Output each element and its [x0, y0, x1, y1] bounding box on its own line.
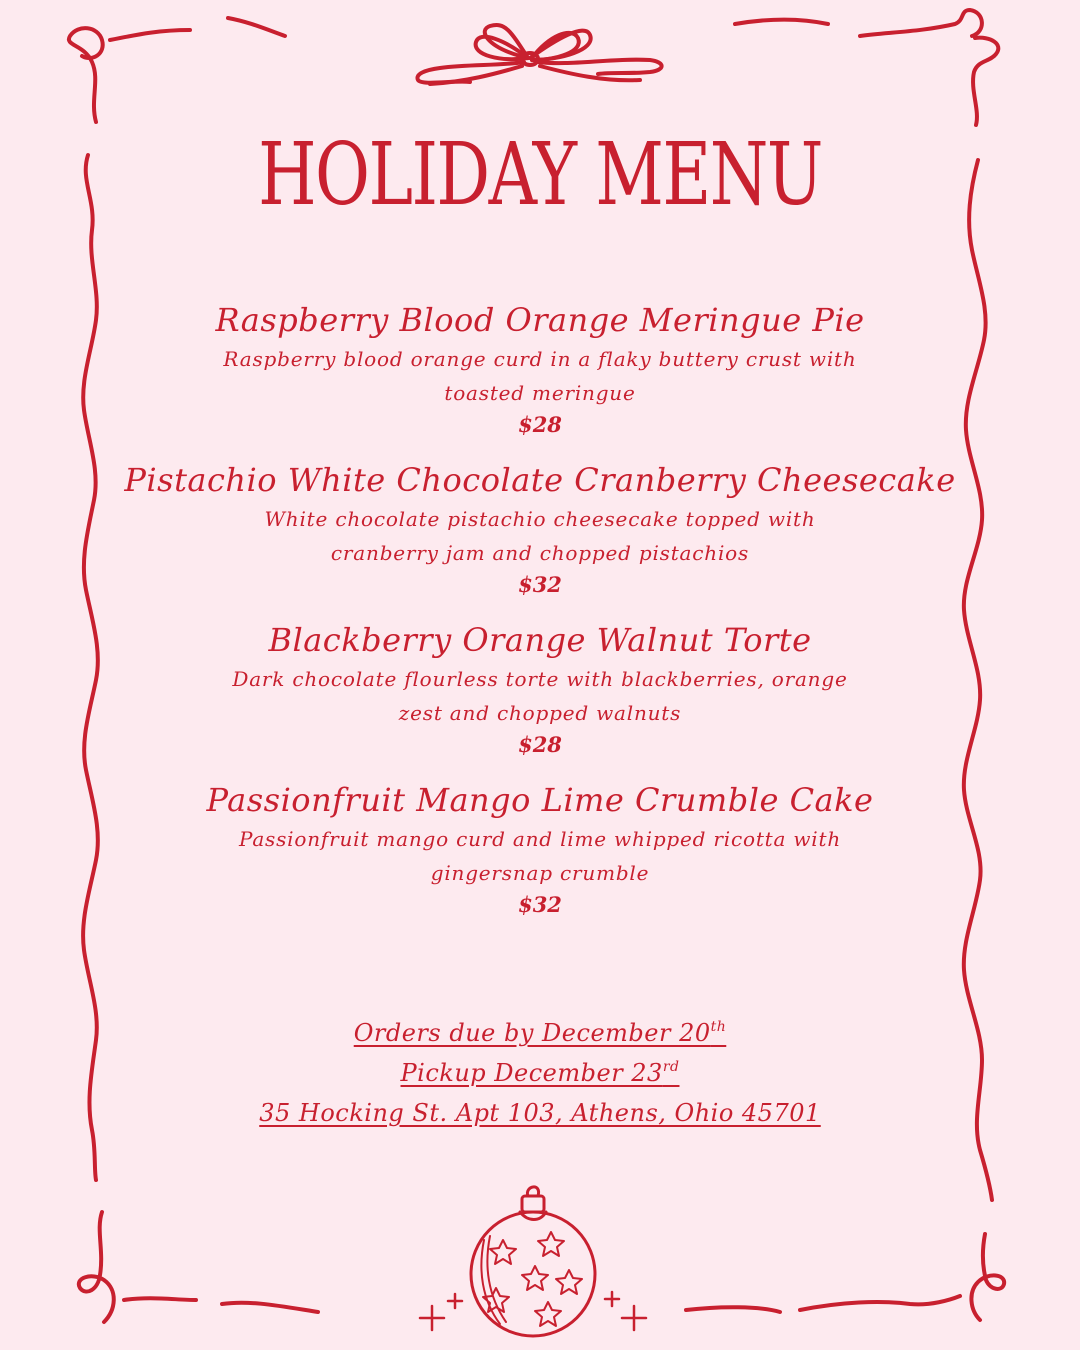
orders-due-text: Orders due by December 20 — [353, 1019, 711, 1047]
bow-icon — [417, 25, 661, 84]
pickup-line — [0, 1053, 1080, 1093]
curl-corner-icon-top-right — [735, 10, 998, 125]
menu-item-name: Raspberry Blood Orange Meringue Pie — [215, 301, 865, 339]
menu-list — [110, 298, 970, 938]
pickup-suffix: rd — [662, 1059, 680, 1075]
curl-corner-icon-bottom-right — [686, 1234, 1004, 1320]
menu-item-name: Passionfruit Mango Lime Crumble Cake — [206, 781, 874, 819]
orders-due-suffix: th — [710, 1019, 727, 1035]
curl-corner-icon-top-left — [69, 18, 285, 122]
menu-item-name: Pistachio White Chocolate Cranberry Cheesecake — [124, 461, 956, 499]
menu-item-price: $28 — [518, 732, 562, 757]
curl-corner-icon-bottom-left — [79, 1212, 318, 1322]
menu-item-description: Raspberry blood orange curd in a flaky buttery crust with toasted meringue — [223, 347, 857, 405]
menu-item-price: $32 — [518, 892, 562, 917]
menu-item — [110, 618, 970, 760]
menu-item-description: White chocolate pistachio cheesecake topped with cranberry jam and chopped pistachios — [264, 507, 816, 565]
menu-item — [110, 458, 970, 600]
order-info — [0, 1013, 1080, 1133]
address-line — [0, 1093, 1080, 1133]
orders-due-line — [0, 1013, 1080, 1053]
address-text: 35 Hocking St. Apt 103, Athens, Ohio 45701 — [259, 1099, 821, 1127]
page-title: HOLIDAY MENU — [258, 125, 822, 225]
menu-item — [110, 778, 970, 920]
sparkle-icon — [420, 1292, 646, 1330]
menu-item — [110, 298, 970, 440]
pickup-text: Pickup December 23 — [400, 1059, 663, 1087]
menu-item-price: $32 — [518, 572, 562, 597]
menu-item-description: Passionfruit mango curd and lime whipped ricotta with gingersnap crumble — [238, 827, 842, 885]
menu-item-description: Dark chocolate flourless torte with blackberries, orange zest and chopped walnuts — [232, 667, 848, 725]
menu-item-price: $28 — [518, 412, 562, 437]
ornament-icon — [471, 1187, 595, 1336]
menu-item-name: Blackberry Orange Walnut Torte — [268, 621, 812, 659]
